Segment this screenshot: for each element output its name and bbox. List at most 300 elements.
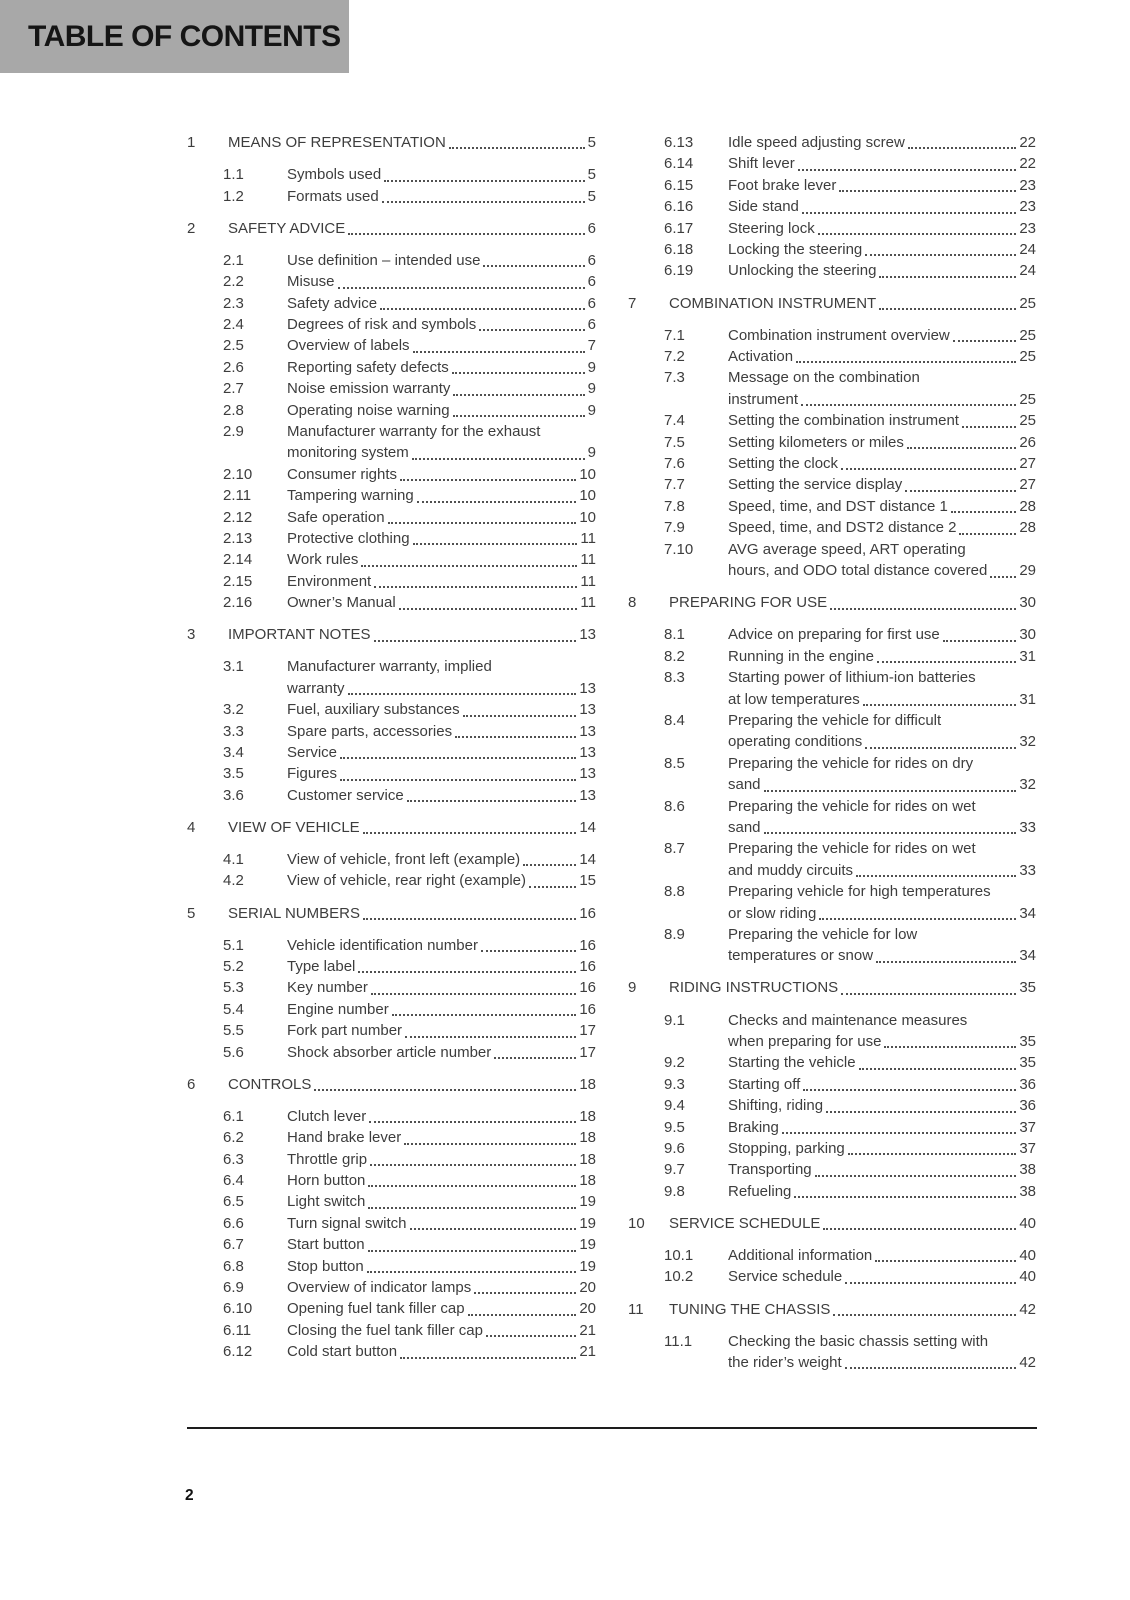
entry-leader-line [728,346,1036,367]
entry-leader-line [728,410,1036,431]
entry-body [287,870,596,891]
entry-page-number: 15 [579,872,596,890]
dot-leader [907,447,1016,449]
entry-body [228,903,596,924]
dot-leader [823,1228,1016,1230]
entry-page-number: 35 [1019,1054,1036,1072]
entry-title: Light switch [287,1193,366,1211]
toc-sub-entry [187,1277,596,1298]
entry-body [728,325,1036,346]
entry-page-number: 18 [579,1172,596,1190]
entry-leader-line [287,1213,596,1234]
entry-number: 10 [628,1214,645,1232]
entry-leader-line [287,1042,596,1063]
dot-leader [380,308,585,310]
entry-body [728,1245,1036,1266]
entry-body [669,293,1036,314]
entry-title: and muddy circuits [728,861,854,879]
entry-body [728,1266,1036,1287]
entry-number: 3.4 [223,744,244,761]
entry-leader-line [287,1191,596,1212]
entry-title: Spare parts, accessories [287,722,453,740]
toc-sub-entry [187,1256,596,1277]
entry-title: Shift lever [728,155,795,173]
entry-title: Throttle grip [287,1150,368,1168]
toc-sub-entry [628,624,1036,645]
dot-leader [863,704,1017,706]
toc-chapter-entry [628,1213,1036,1234]
entry-title: warranty [287,679,345,697]
dot-leader [523,864,576,866]
entry-page-number: 26 [1019,433,1036,451]
entry-leader-line [287,1320,596,1341]
toc-sub-entry [628,496,1036,517]
entry-leader-line [287,464,596,485]
entry-title: SERIAL NUMBERS [228,904,360,922]
entry-body [287,1042,596,1063]
entry-body [287,1020,596,1041]
toc-sub-entry [187,1106,596,1127]
dot-leader [801,404,1016,406]
entry-leader-line [287,485,596,506]
dot-leader [483,265,584,267]
entry-page-number: 17 [579,1022,596,1040]
entry-title: sand [728,776,761,794]
entry-page-number: 13 [579,679,596,697]
entry-title: Symbols used [287,166,382,184]
entry-body [287,357,596,378]
entry-title: Vehicle identification number [287,936,478,954]
entry-leader-line [287,763,596,784]
entry-title: Environment [287,572,372,590]
entry-leader-line [287,1149,596,1170]
entry-body [228,817,596,838]
dot-leader [841,993,1016,995]
entry-title: Stop button [287,1257,364,1275]
dot-leader [453,415,585,417]
entry-title: Key number [287,979,368,997]
dot-leader [363,918,576,920]
entry-number: 2.16 [223,594,253,612]
entry-title: instrument [728,390,799,408]
dot-leader [340,757,576,759]
entry-leader-line [287,314,596,335]
entry-number: 8.2 [664,647,685,665]
entry-page-number: 19 [579,1236,596,1254]
entry-number: 7.8 [664,497,685,515]
entry-body [728,753,1036,796]
entry-number: 6.9 [223,1279,244,1297]
entry-body [287,485,596,506]
entry-body [287,999,596,1020]
entry-body [728,1010,1036,1053]
toc-sub-entry [187,656,596,699]
entry-number: 8.6 [664,797,685,815]
dot-leader [374,640,577,642]
entry-leader-line [287,571,596,592]
entry-page-number: 25 [1019,326,1036,344]
entry-leader-line [287,164,596,185]
entry-title: Owner’s Manual [287,594,396,612]
entry-page-number: 36 [1019,1075,1036,1093]
entry-leader-line [728,239,1036,260]
dot-leader [481,950,576,952]
entry-title: Service schedule [728,1268,843,1286]
entry-page-number: 10 [579,508,596,526]
entry-page-number: 28 [1019,497,1036,515]
entry-page-number: 33 [1019,818,1036,836]
entry-page-number: 16 [579,936,596,954]
page-title: TABLE OF CONTENTS [28,19,341,53]
toc-sub-entry [187,1341,596,1362]
entry-number: 2.15 [223,572,253,590]
entry-number: 6.13 [664,134,694,151]
entry-page-number: 16 [579,958,596,975]
entry-leader-line [728,860,1036,881]
entry-title: Foot brake lever [728,176,837,194]
entry-number: 6.1 [223,1107,244,1125]
toc-sub-entry [187,742,596,763]
entry-body [728,517,1036,538]
entry-number: 3.5 [223,765,244,783]
toc-sub-entry [187,1149,596,1170]
dot-leader [865,747,1016,749]
entry-title: Turn signal switch [287,1214,407,1232]
entry-leader-line [287,742,596,763]
dot-leader [819,918,1016,920]
toc-sub-entry [628,196,1036,217]
entry-title: or slow riding [728,904,817,922]
entry-leader-line [287,699,596,720]
entry-title: Overview of indicator lamps [287,1279,472,1297]
toc-sub-entry [187,935,596,956]
entry-page-number: 17 [579,1043,596,1061]
entry-page-number: 10 [579,465,596,483]
entry-leader-line [287,592,596,613]
entry-body [287,293,596,314]
entry-number: 3.6 [223,786,244,804]
entry-leader-line [228,1074,596,1095]
dot-leader [371,993,576,995]
toc-sub-entry [628,260,1036,281]
entry-leader-line [287,870,596,891]
entry-body [228,132,596,153]
toc-sub-entry [187,785,596,806]
entry-body [728,667,1036,710]
entry-title: Safety advice [287,294,378,312]
entry-number: 1.2 [223,187,244,205]
entry-page-number: 20 [579,1300,596,1318]
toc-sub-entry [628,710,1036,753]
entry-page-number: 6 [587,251,596,269]
entry-title: Tampering warning [287,487,414,505]
entry-page-number: 14 [579,851,596,868]
entry-body [287,1149,596,1170]
dot-leader [399,608,578,610]
toc-sub-entry [187,293,596,314]
entry-body [669,1213,1036,1234]
entry-body [728,153,1036,174]
entry-page-number: 9 [587,358,596,376]
entry-page-number: 23 [1019,219,1036,237]
entry-leader-line [287,935,596,956]
entry-body [728,432,1036,453]
entry-number: 4.1 [223,851,244,868]
toc-sub-entry [187,528,596,549]
entry-body [287,1106,596,1127]
dot-leader [845,1367,1017,1369]
entry-title: monitoring system [287,444,409,462]
toc-sub-entry [187,849,596,870]
toc-sub-entry [187,271,596,292]
entry-title-line: Checks and maintenance measures [728,1011,968,1029]
entry-number: 8.4 [664,711,685,729]
dot-leader [803,1089,1016,1091]
entry-leader-line [228,903,596,924]
entry-leader-line [287,357,596,378]
entry-title: VIEW OF VEHICLE [228,818,360,836]
entry-page-number: 9 [587,444,596,462]
toc-sub-entry [187,1020,596,1041]
toc-sub-entry [187,485,596,506]
entry-page-number: 30 [1019,594,1036,612]
entry-title: temperatures or snow [728,947,874,965]
entry-page-number: 20 [579,1279,596,1297]
entry-body [228,1074,596,1095]
entry-page-number: 31 [1019,690,1036,708]
dot-leader [382,201,585,203]
entry-body [728,1052,1036,1073]
entry-title: Idle speed adjusting screw [728,134,905,151]
footer-page-number: 2 [185,1487,194,1504]
dot-leader [405,1036,576,1038]
dot-leader [368,1250,577,1252]
entry-page-number: 35 [1019,979,1036,997]
toc-sub-entry [187,357,596,378]
entry-title: Speed, time, and DST2 distance 2 [728,519,957,537]
toc-sub-entry [187,977,596,998]
toc-sub-entry [628,1138,1036,1159]
entry-leader-line [287,250,596,271]
entry-number: 6.2 [223,1129,244,1147]
dot-leader [830,608,1016,610]
entry-leader-line [728,1352,1036,1373]
dot-leader [798,169,1017,171]
entry-title: Transporting [728,1161,812,1179]
entry-title-line: AVG average speed, ART operating [728,540,966,558]
entry-leader-line [728,153,1036,174]
entry-number: 7.3 [664,369,685,387]
toc-sub-entry [628,753,1036,796]
entry-leader-line [287,1170,596,1191]
entry-page-number: 16 [579,904,596,922]
entry-title: Fork part number [287,1022,403,1040]
entry-page-number: 18 [579,1129,596,1147]
entry-body [287,1234,596,1255]
entry-leader-line [728,1266,1036,1287]
entry-leader-line [728,560,1036,581]
entry-number: 8.9 [664,925,685,943]
entry-leader-line [669,1213,1036,1234]
entry-leader-line [728,1181,1036,1202]
entry-body [728,453,1036,474]
entry-title: Noise emission warranty [287,380,451,398]
entry-leader-line [287,1020,596,1041]
entry-title: Unlocking the steering [728,262,877,280]
dot-leader [338,287,585,289]
dot-leader [367,1271,577,1273]
entry-body [728,410,1036,431]
toc-sub-entry [187,464,596,485]
entry-leader-line [287,849,596,870]
entry-title: Locking the steering [728,241,863,259]
entry-leader-line [728,1159,1036,1180]
entry-leader-line [287,1277,596,1298]
entry-body [287,956,596,977]
entry-body [287,1277,596,1298]
toc-sub-entry [187,507,596,528]
toc-sub-entry [628,239,1036,260]
entry-body [728,1117,1036,1138]
entry-body [287,271,596,292]
entry-page-number: 40 [1019,1247,1036,1264]
entry-leader-line [287,1341,596,1362]
entry-page-number: 16 [579,1000,596,1018]
entry-leader-line [728,432,1036,453]
toc-sub-entry [187,1320,596,1341]
entry-leader-line [287,1127,596,1148]
entry-title: at low temperatures [728,690,860,708]
entry-leader-line [669,293,1036,314]
entry-title: Overview of labels [287,337,410,355]
entry-title: Running in the engine [728,647,874,665]
entry-number: 3.3 [223,722,244,740]
toc-sub-entry [628,474,1036,495]
dot-leader [764,832,1017,834]
entry-leader-line [728,1117,1036,1138]
entry-title: Shock absorber article number [287,1043,492,1061]
entry-leader-line [728,325,1036,346]
entry-title: Protective clothing [287,529,410,547]
entry-leader-line [287,721,596,742]
dot-leader [479,329,584,331]
entry-number: 9 [628,979,637,997]
toc-sub-entry [187,1191,596,1212]
entry-number: 2.1 [223,251,244,269]
entry-body [287,421,596,464]
entry-body [728,710,1036,753]
entry-page-number: 13 [579,701,596,719]
entry-number: 9.2 [664,1054,685,1072]
toc-sub-entry [628,1095,1036,1116]
entry-leader-line [728,903,1036,924]
entry-body [728,881,1036,924]
entry-title: sand [728,818,761,836]
toc-sub-entry [628,453,1036,474]
entry-body [287,1213,596,1234]
entry-body [287,849,596,870]
dot-leader [529,886,576,888]
entry-number: 5.2 [223,958,244,975]
entry-body [287,1191,596,1212]
entry-body [287,763,596,784]
entry-number: 9.5 [664,1118,685,1136]
dot-leader [879,308,1016,310]
entry-number: 7.2 [664,348,685,366]
entry-page-number: 21 [579,1343,596,1361]
entry-body [287,549,596,570]
entry-title: Degrees of risk and symbols [287,315,477,333]
entry-number: 2.11 [223,487,252,505]
entry-body [287,699,596,720]
entry-title: IMPORTANT NOTES [228,626,371,644]
entry-page-number: 23 [1019,198,1036,216]
entry-number: 6.6 [223,1214,244,1232]
dot-leader [839,190,1016,192]
entry-title-line: Preparing vehicle for high temperatures [728,883,991,901]
entry-number: 3 [187,626,196,644]
toc-sub-entry [628,1010,1036,1053]
entry-title: Formats used [287,187,379,205]
dot-leader [474,1292,576,1294]
entry-number: 7.9 [664,519,685,537]
entry-body [728,496,1036,517]
entry-title-line: Preparing the vehicle for rides on wet [728,797,976,815]
entry-leader-line [228,817,596,838]
dot-leader [368,1207,576,1209]
entry-body [287,1170,596,1191]
entry-page-number: 37 [1019,1140,1036,1157]
entry-leader-line [287,186,596,207]
dot-leader [449,147,585,149]
entry-number: 6.8 [223,1257,244,1275]
entry-page-number: 25 [1019,390,1036,408]
entry-leader-line [228,624,596,645]
entry-body [287,507,596,528]
entry-leader-line [287,378,596,399]
entry-body [728,646,1036,667]
toc-chapter-entry [187,903,596,924]
entry-title: operating conditions [728,733,863,751]
entry-title: Stopping, parking [728,1140,845,1157]
entry-page-number: 27 [1019,476,1036,494]
entry-body [287,1320,596,1341]
entry-title: Clutch lever [287,1107,367,1125]
entry-number: 2.10 [223,465,253,483]
toc-sub-entry [628,838,1036,881]
entry-body [728,624,1036,645]
dot-leader [410,1228,577,1230]
entry-leader-line [728,624,1036,645]
entry-leader-line [728,1138,1036,1159]
entry-body [728,196,1036,217]
entry-leader-line [728,646,1036,667]
entry-page-number: 11 [580,594,596,612]
toc-sub-entry [187,956,596,977]
entry-leader-line [287,1298,596,1319]
entry-body [728,796,1036,839]
entry-page-number: 19 [579,1257,596,1275]
entry-page-number: 36 [1019,1097,1036,1115]
entry-leader-line [728,453,1036,474]
entry-number: 8.1 [664,626,685,644]
toc-sub-entry [628,667,1036,710]
entry-page-number: 34 [1019,904,1036,922]
toc-sub-entry [187,1213,596,1234]
dot-leader [370,1164,576,1166]
dot-leader [826,1111,1016,1113]
entry-title: Safe operation [287,508,385,526]
